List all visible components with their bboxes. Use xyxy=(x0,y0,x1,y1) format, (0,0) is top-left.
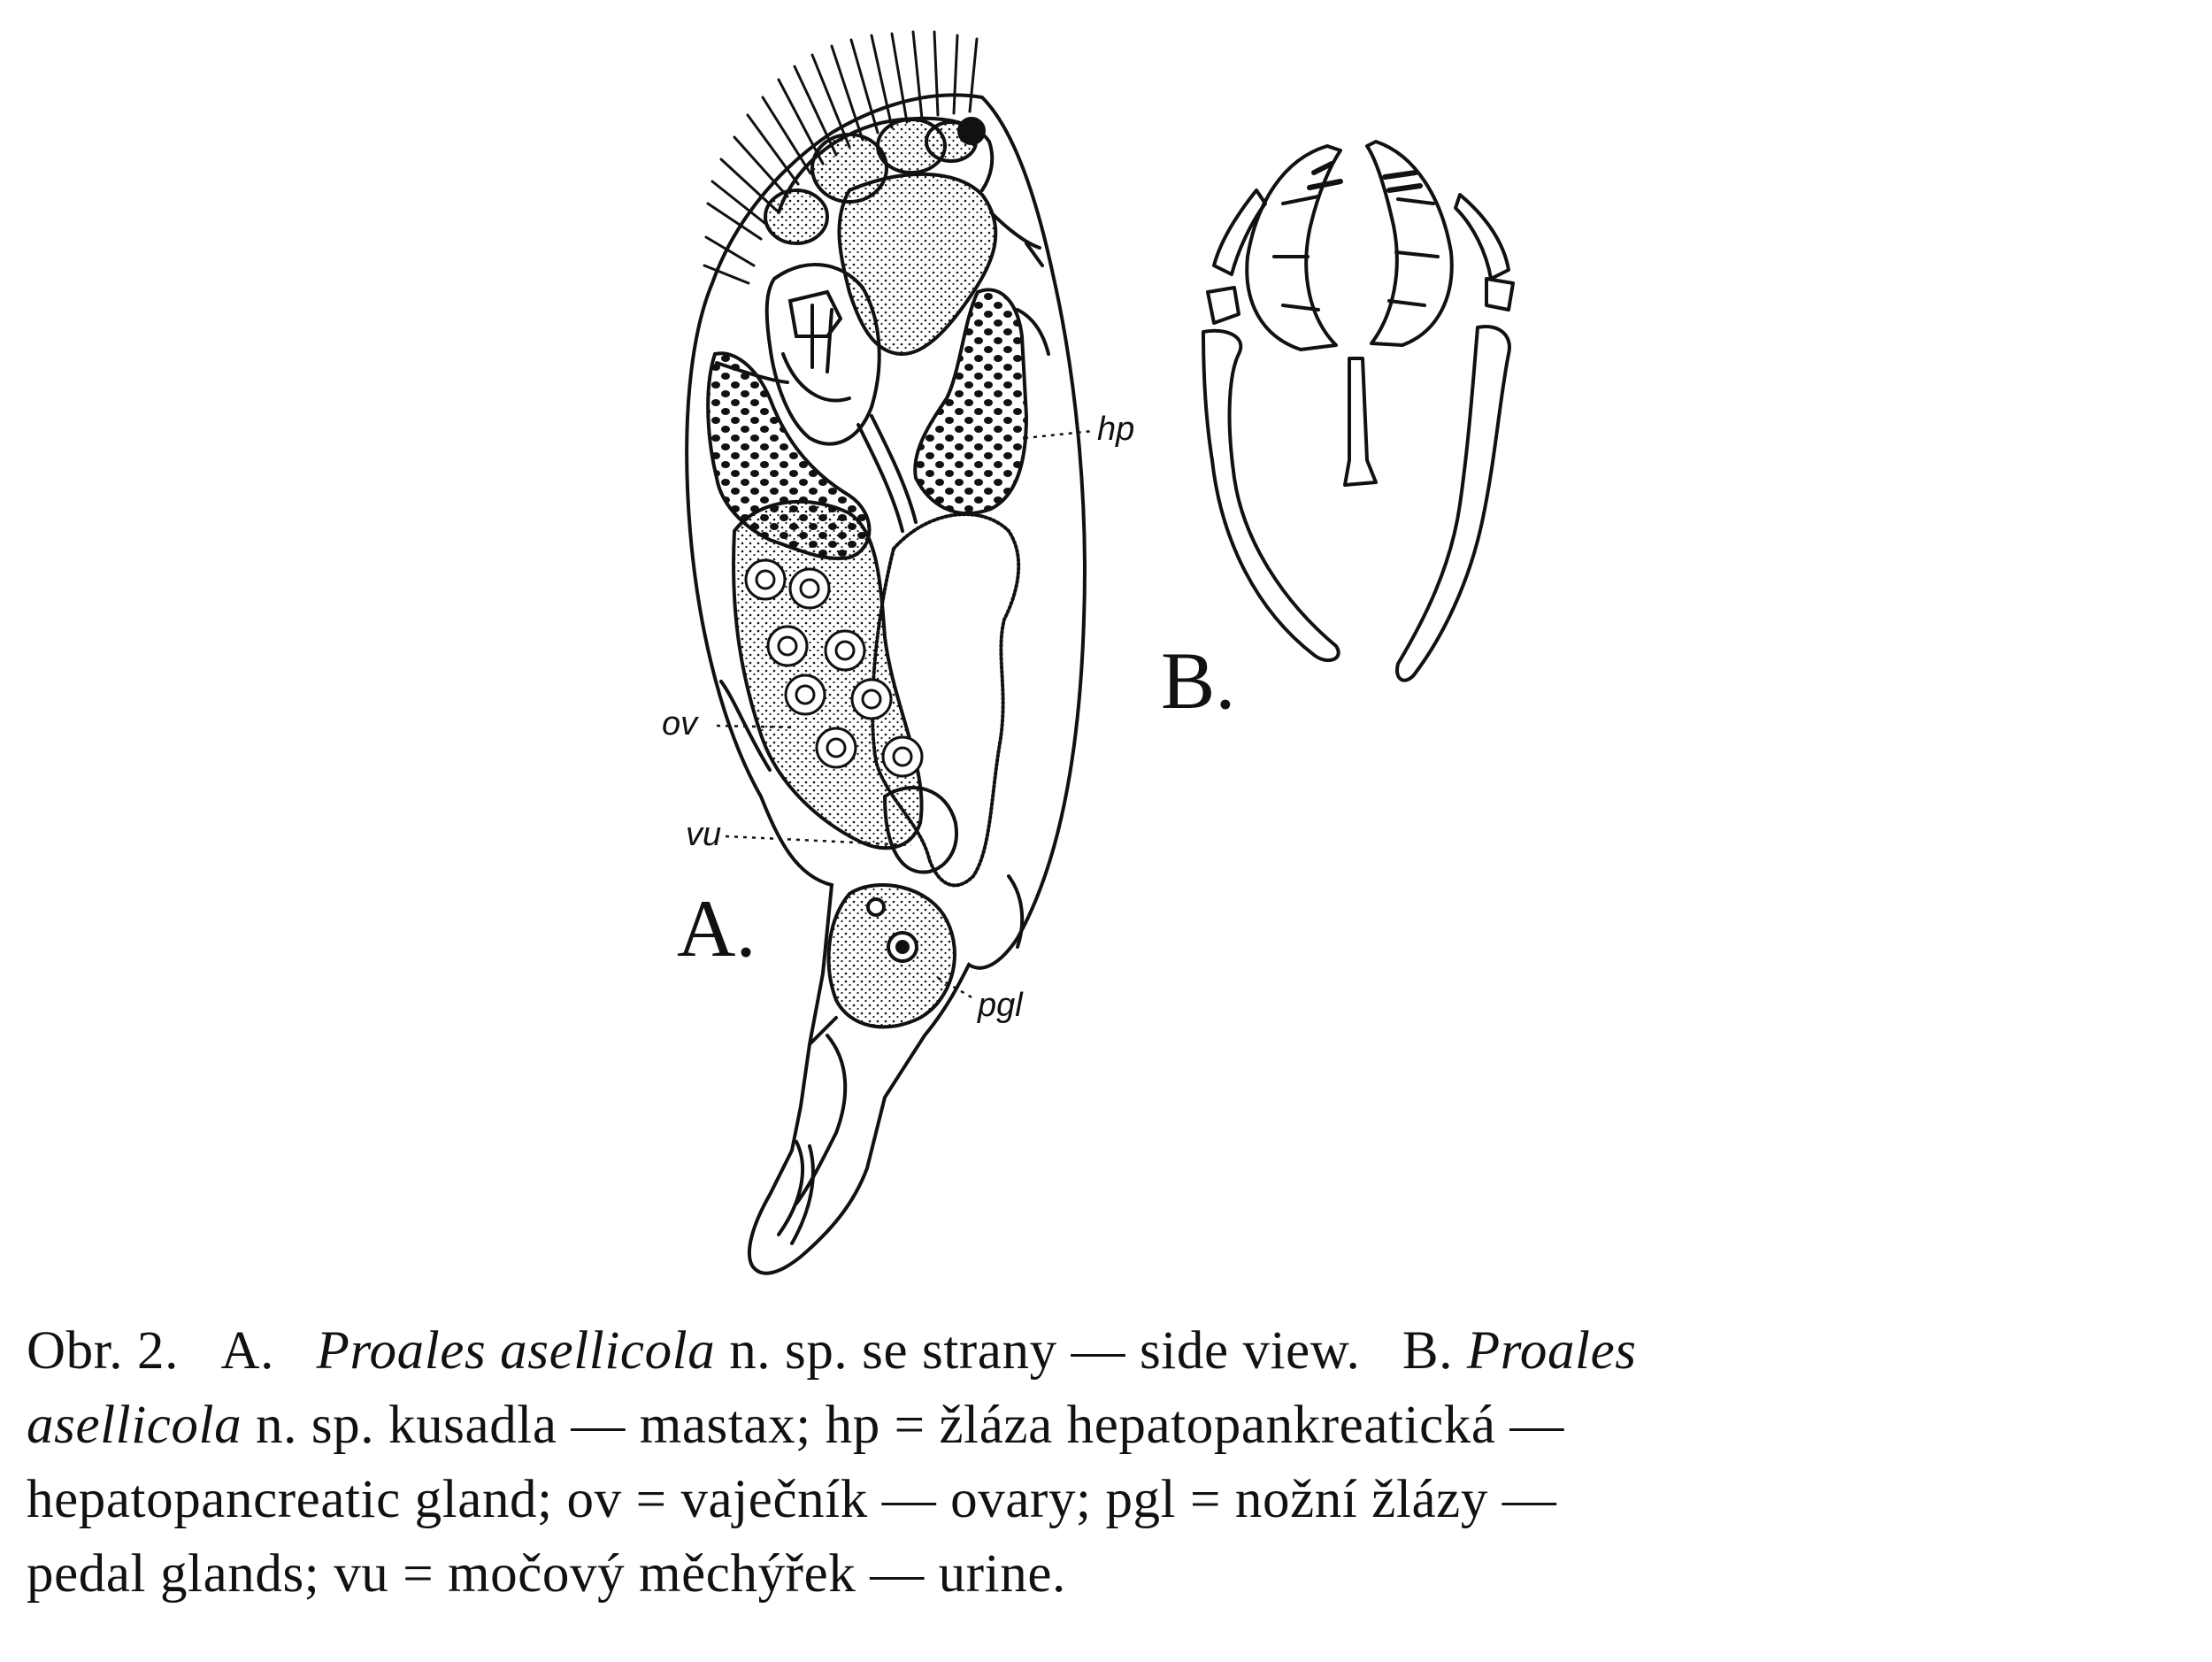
caption-line-2 xyxy=(27,1389,2185,1463)
label-pgl: pgl xyxy=(978,987,1023,1024)
caption-line-4: pedal glands; vu = močový měchýřek — urine. xyxy=(27,1544,1066,1604)
caption-text-b: n. sp. kusadla — mastax; hp = žláza hepatopankreatická — xyxy=(256,1396,1565,1455)
caption-line-3: hepatopancreatic gland; ov = vaječník — ovary; pgl = nožní žlázy — xyxy=(27,1470,1557,1529)
caption-line-1 xyxy=(27,1314,2185,1389)
caption-text-a: n. sp. se strany — side view. xyxy=(729,1321,1361,1381)
panel-a-label: A. xyxy=(677,883,757,973)
caption-fig-number: Obr. 2. xyxy=(27,1321,179,1381)
caption-species-a: Proales asellicola xyxy=(316,1321,716,1381)
mastax-drawing xyxy=(1203,142,1513,681)
caption-species-b: asellicola xyxy=(27,1396,242,1455)
label-ov: ov xyxy=(662,705,698,743)
label-vu: vu xyxy=(686,816,722,853)
panel-b-label: B. xyxy=(1161,635,1236,726)
label-hp: hp xyxy=(1097,411,1135,448)
rotifer-side-view-drawing xyxy=(687,32,1085,1273)
figure-caption xyxy=(27,1314,2185,1612)
caption-part-b: B. xyxy=(1402,1321,1454,1381)
caption-part-a: A. xyxy=(220,1321,275,1381)
caption-genus-b: Proales xyxy=(1466,1321,1637,1381)
